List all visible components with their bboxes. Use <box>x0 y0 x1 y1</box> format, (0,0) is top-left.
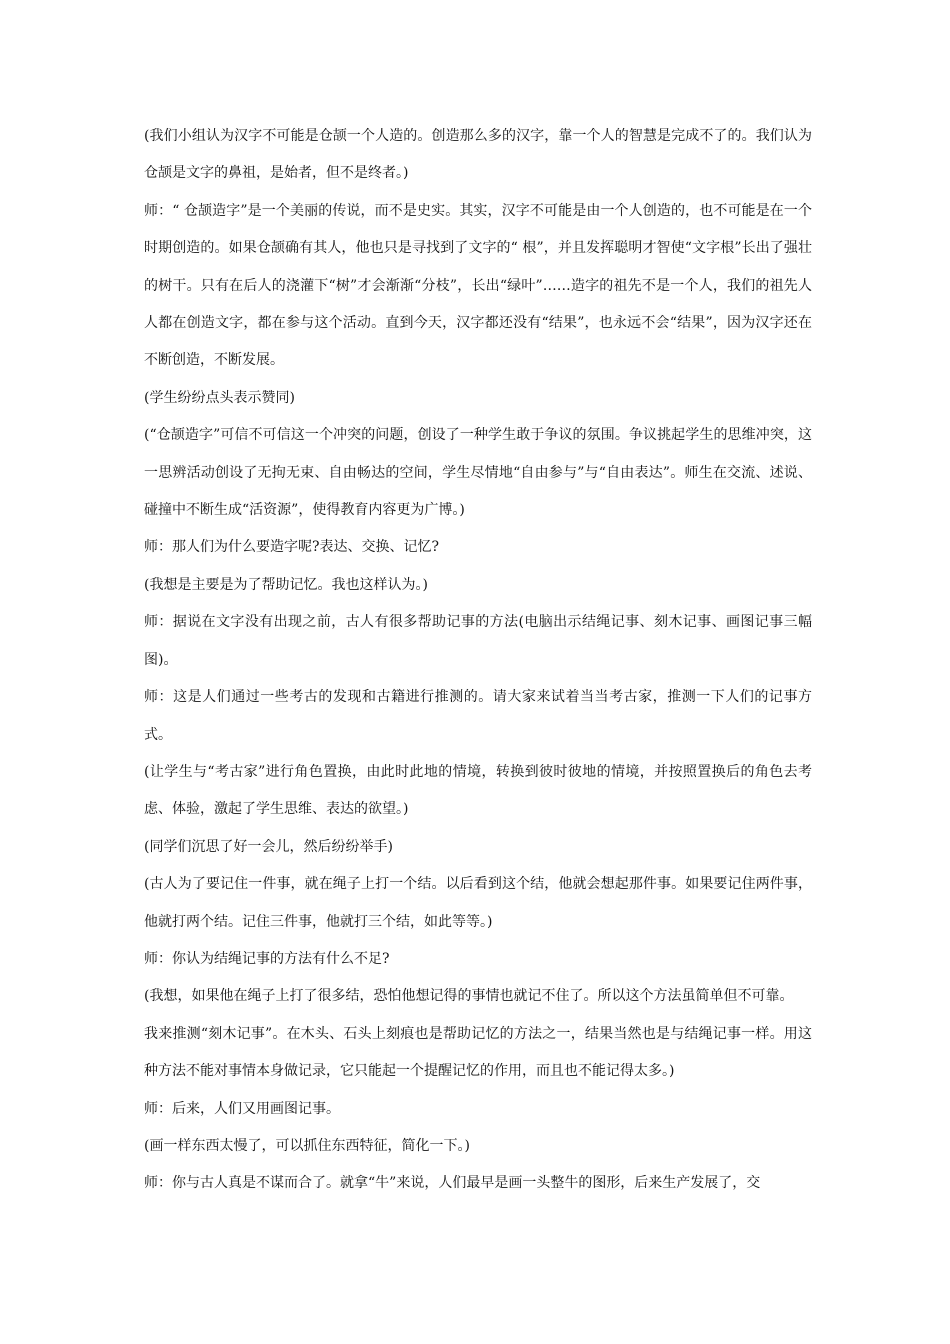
paragraph-student-unreliable: (我想，如果他在绳子上打了很多结，恐怕他想记得的事情也就记不住了。所以这个方法虽简单但不可靠。 <box>144 988 794 1005</box>
paragraph-teacher-legend: 师：“ 仓颉造字”是一个美丽的传说，而不是史实。其实，汉字不可能是由一个人创造的，也不可能是在一个时期创造的。如果仓颉确有其人，他也只是寻找到了文字的“ 根”，并且发挥聪明才智使“文字根”长出了强壮的树干。只有在后人的浇灌下“树”才会渐渐“分枝”，长出“绿叶”……造字的祖先不是一个人，我们的祖先人人都在创造文字，都在参与这个活动。直到今天，汉字都还没有“结果”，也永远不会“结果”，因为汉字还在不断创造，不断发展。 <box>144 202 812 369</box>
paragraph-commentary-roleplay: (让学生与“考古家”进行角色置换，由此时此地的情境，转换到彼时彼地的情境，并按照置换后的角色去考虑、体验，激起了学生思维、表达的欲望。) <box>144 763 812 818</box>
paragraph-students-think: (同学们沉思了好一会儿，然后纷纷举手) <box>144 838 393 855</box>
paragraph-teacher-pictures: 师：后来，人们又用画图记事。 <box>144 1100 340 1117</box>
paragraph-teacher-question: 师：那人们为什么要造字呢?表达、交换、记忆? <box>144 539 440 556</box>
paragraph-carving-records: 我来推测“刻木记事”。在木头、石头上刻痕也是帮助记忆的方法之一，结果当然也是与结绳记事一样。用这种方法不能对事情本身做记录，它只能起一个提醒记忆的作用，而且也不能记得太多。) <box>144 1025 812 1080</box>
paragraph-teacher-shortcoming: 师：你认为结绳记事的方法有什么不足? <box>144 950 390 967</box>
paragraph-knot-records: (古人为了要记住一件事，就在绳子上打一个结。以后看到这个结，他就会想起那件事。如果要记住两件事，他就打两个结。记住三件事，他就打三个结，如此等等。) <box>144 876 812 930</box>
paragraph-student-memory: (我想是主要是为了帮助记忆。我也这样认为。) <box>144 576 428 593</box>
paragraph-teacher-methods: 师：据说在文字没有出现之前，古人有很多帮助记事的方法(电脑出示结绳记事、刻木记事、画图记事三幅图)。 <box>144 614 812 668</box>
paragraph-students-agree: (学生纷纷点头表示赞同) <box>144 389 295 406</box>
paragraph-teacher-ox: 师：你与古人真是不谋而合了。就拿“牛”来说，人们最早是画一头整牛的图形，后来生产发展了，交 <box>144 1175 761 1192</box>
paragraph-teacher-archaeologist: 师：这是人们通过一些考古的发现和古籍进行推测的。请大家来试着当当考古家，推测一下人们的记事方式。 <box>144 689 812 743</box>
document-body <box>144 118 812 1203</box>
paragraph-group-opinion: (我们小组认为汉字不可能是仓颉一个人造的。创造那么多的汉字，靠一个人的智慧是完成不了的。我们认为仓颉是文字的鼻祖，是始者，但不是终者。) <box>144 128 812 182</box>
paragraph-commentary-debate: (“仓颉造字”可信不可信这一个冲突的问题，创设了一种学生敢于争议的氛围。争议挑起学生的思维冲突，这一思辨活动创设了无拘无束、自由畅达的空间，学生尽情地“自由参与”与“自由表达”。师生在交流、述说、碰撞中不断生成“活资源”，使得教育内容更为广博。) <box>144 427 812 519</box>
paragraph-student-simplify: (画一样东西太慢了，可以抓住东西特征，简化一下。) <box>144 1137 470 1154</box>
